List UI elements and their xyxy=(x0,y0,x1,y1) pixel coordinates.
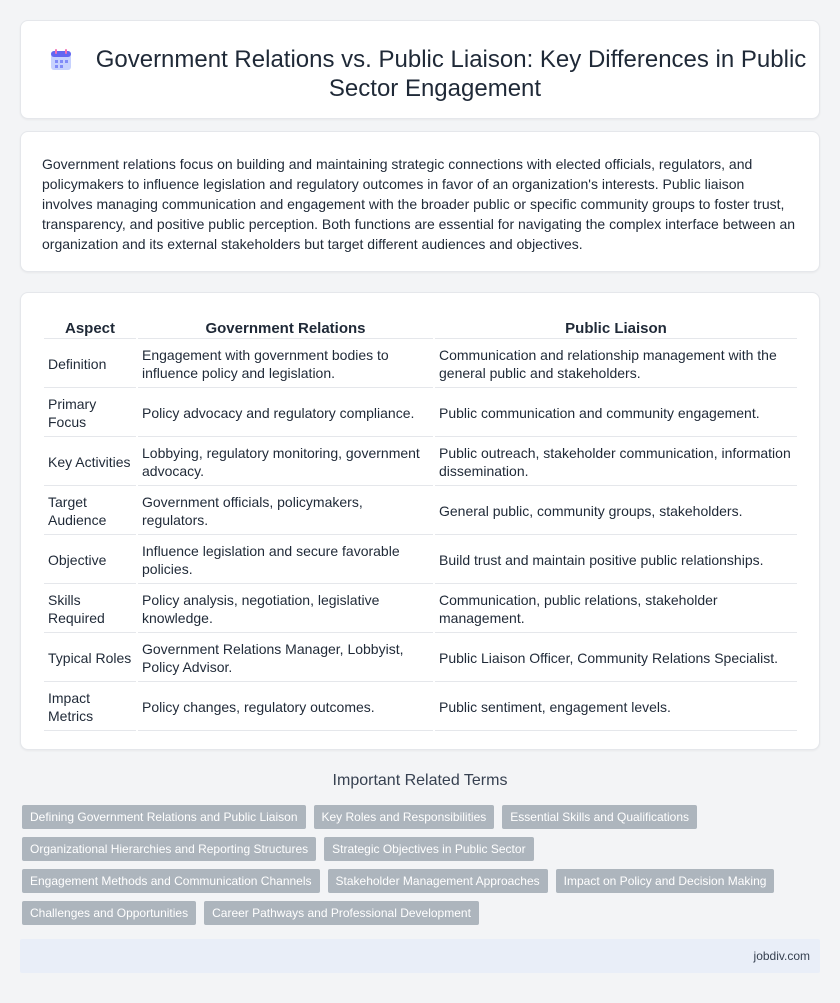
table-row xyxy=(44,390,797,437)
public-liaison-cell: Build trust and maintain positive public relationships. xyxy=(435,537,797,584)
government-relations-cell: Policy analysis, negotiation, legislative knowledge. xyxy=(138,586,433,633)
footer-site-link[interactable]: jobdiv.com xyxy=(753,949,810,963)
table-row xyxy=(44,439,797,486)
related-terms-title: Important Related Terms xyxy=(332,772,508,789)
aspect-cell: Objective xyxy=(44,537,136,584)
related-term-tag[interactable]: Impact on Policy and Decision Making xyxy=(556,869,775,893)
related-term-tag[interactable]: Strategic Objectives in Public Sector xyxy=(324,837,533,861)
related-term-tag[interactable]: Essential Skills and Qualifications xyxy=(502,805,697,829)
aspect-cell: Impact Metrics xyxy=(44,684,136,731)
related-term-tag[interactable]: Career Pathways and Professional Development xyxy=(204,901,479,925)
aspect-cell: Primary Focus xyxy=(44,390,136,437)
government-relations-cell: Lobbying, regulatory monitoring, government advocacy. xyxy=(138,439,433,486)
intro-paragraph: Government relations focus on building and maintaining strategic connections with elected officials, regulators, and policymakers to influence legislation and regulatory outcomes in favor of an organization's interests. Public liaison involves managing communication and engagement with the broader public or specific community groups to foster trust, transparency, and positive public perception. Both functions are essential for navigating the complex interface between an organization and its external stakeholders but target different audiences and objectives. xyxy=(42,156,796,252)
table-header-row xyxy=(44,319,797,339)
table-row xyxy=(44,684,797,731)
public-liaison-cell: Communication and relationship management with the general public and stakeholders. xyxy=(435,341,797,388)
public-liaison-cell: Public communication and community engagement. xyxy=(435,390,797,437)
page-title: Government Relations vs. Public Liaison: Key Differences in Public Sector Engagement xyxy=(95,46,807,102)
table-row xyxy=(44,488,797,535)
related-term-tag[interactable]: Defining Government Relations and Public Liaison xyxy=(22,805,306,829)
table-row xyxy=(44,635,797,682)
government-relations-cell: Government officials, policymakers, regulators. xyxy=(138,488,433,535)
related-term-tag[interactable]: Organizational Hierarchies and Reporting Structures xyxy=(22,837,316,861)
aspect-cell: Target Audience xyxy=(44,488,136,535)
table-row xyxy=(44,537,797,584)
header-government-relations: Government Relations xyxy=(138,319,433,339)
header-aspect: Aspect xyxy=(44,319,136,339)
government-relations-cell: Policy changes, regulatory outcomes. xyxy=(138,684,433,731)
related-term-tag[interactable]: Challenges and Opportunities xyxy=(22,901,196,925)
government-relations-cell: Policy advocacy and regulatory compliance. xyxy=(138,390,433,437)
footer xyxy=(20,939,820,973)
public-liaison-cell: Public sentiment, engagement levels. xyxy=(435,684,797,731)
public-liaison-cell: Communication, public relations, stakeholder management. xyxy=(435,586,797,633)
comparison-table xyxy=(42,317,799,733)
title-card xyxy=(20,20,820,119)
table-row xyxy=(44,341,797,388)
related-term-tag[interactable]: Engagement Methods and Communication Channels xyxy=(22,869,320,893)
related-terms-list xyxy=(22,805,812,933)
comparison-table-card xyxy=(20,292,820,750)
aspect-cell: Typical Roles xyxy=(44,635,136,682)
aspect-cell: Definition xyxy=(44,341,136,388)
aspect-cell: Skills Required xyxy=(44,586,136,633)
government-relations-cell: Government Relations Manager, Lobbyist, Policy Advisor. xyxy=(138,635,433,682)
aspect-cell: Key Activities xyxy=(44,439,136,486)
public-liaison-cell: General public, community groups, stakeholders. xyxy=(435,488,797,535)
header-public-liaison: Public Liaison xyxy=(435,319,797,339)
public-liaison-cell: Public Liaison Officer, Community Relations Specialist. xyxy=(435,635,797,682)
related-term-tag[interactable]: Stakeholder Management Approaches xyxy=(328,869,548,893)
intro-card xyxy=(20,131,820,272)
public-liaison-cell: Public outreach, stakeholder communication, information dissemination. xyxy=(435,439,797,486)
related-term-tag[interactable]: Key Roles and Responsibilities xyxy=(314,805,495,829)
table-row xyxy=(44,586,797,633)
government-relations-cell: Engagement with government bodies to influence policy and legislation. xyxy=(138,341,433,388)
government-relations-cell: Influence legislation and secure favorable policies. xyxy=(138,537,433,584)
